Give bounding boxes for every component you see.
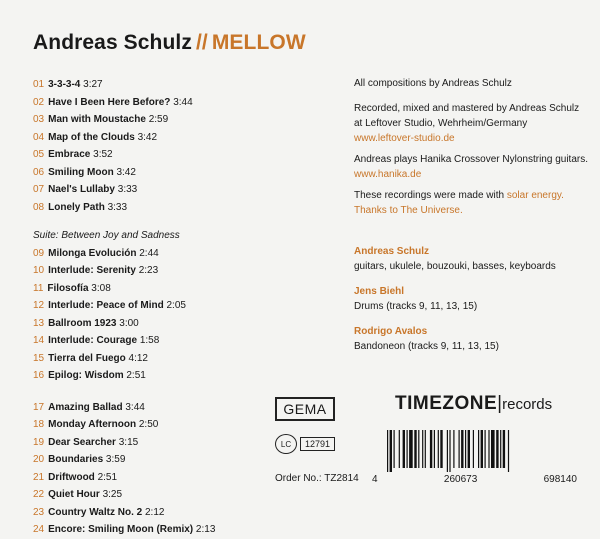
barcode-bar — [453, 430, 454, 468]
barcode-bar — [414, 430, 416, 468]
barcode-bar — [418, 430, 419, 468]
track-title: Man with Moustache — [48, 114, 146, 125]
track-title: Have I Been Here Before? — [48, 96, 171, 108]
barcode-bar — [394, 430, 395, 468]
barcode-bar — [503, 430, 505, 468]
suite-title: Suite: Between Joy and Sadness — [33, 230, 180, 241]
track-duration: 2:12 — [144, 506, 165, 518]
label-suffix: records — [502, 396, 553, 413]
track-title: Boundaries — [48, 454, 104, 465]
track-number: 17 — [33, 401, 45, 413]
track-number: 12 — [33, 300, 45, 311]
track-row — [33, 94, 333, 112]
track-duration: 2:59 — [148, 114, 169, 125]
track-title: Ballroom 1923 — [48, 317, 117, 329]
track-duration: 2:50 — [138, 419, 159, 430]
track-duration: 3:27 — [83, 79, 103, 90]
hanika-link[interactable]: www.hanika.de — [354, 169, 422, 180]
track-title: Encore: Smiling Moon (Remix) — [48, 524, 194, 535]
track-title: Tierra del Fuego — [48, 352, 126, 364]
solar-link[interactable]: solar energy. — [506, 190, 564, 201]
track-duration: 1:58 — [139, 335, 160, 346]
track-title: Amazing Ballad — [48, 401, 123, 413]
barcode-bar — [449, 430, 450, 472]
barcode-bar — [473, 430, 474, 468]
track-title: Map of the Clouds — [48, 131, 135, 143]
track-row — [33, 245, 333, 263]
barcode-bar — [465, 430, 466, 468]
barcode-bar — [407, 430, 408, 468]
credits — [354, 76, 594, 364]
track-duration: 3:33 — [107, 201, 128, 213]
barcode-bar — [481, 430, 483, 468]
track-duration: 3:44 — [173, 96, 193, 108]
musician-entry — [354, 244, 594, 274]
track-duration: 3:52 — [93, 149, 113, 160]
track-number: 22 — [33, 489, 45, 500]
track-row — [33, 315, 333, 333]
track-number: 11 — [33, 282, 44, 294]
barcode-bar — [488, 430, 489, 468]
track-duration: 2:23 — [138, 265, 159, 276]
track-row — [33, 521, 333, 539]
solar-prefix: These recordings were made with — [354, 190, 505, 201]
track-number: 15 — [33, 352, 45, 364]
track-number: 01 — [33, 79, 45, 90]
track-group-2 — [33, 245, 333, 385]
barcode-bar — [403, 430, 405, 468]
track-row — [33, 164, 333, 182]
gema-logo: GEMA — [275, 397, 335, 421]
order-number: Order No.: TZ2814 — [275, 473, 359, 484]
barcode-bar — [422, 430, 423, 468]
barcode-bar — [447, 430, 448, 472]
track-number: 20 — [33, 454, 45, 465]
solar-line — [354, 188, 594, 203]
album-title — [33, 31, 306, 55]
track-title: Driftwood — [48, 471, 95, 483]
track-title: Embrace — [48, 149, 91, 160]
track-duration: 3:15 — [118, 436, 139, 448]
track-number: 24 — [33, 524, 45, 535]
track-number: 10 — [33, 265, 45, 276]
track-row — [33, 332, 333, 350]
track-row — [33, 297, 333, 315]
track-title: Lonely Path — [48, 201, 105, 213]
barcode-bar — [485, 430, 486, 468]
musician-role: guitars, ukulele, bouzouki, basses, keyboards — [354, 261, 556, 272]
barcode-bar — [478, 430, 479, 468]
track-number: 18 — [33, 419, 45, 430]
label-separator: | — [497, 393, 503, 414]
musician-name: Jens Biehl — [354, 286, 405, 297]
musician-role: Drums (tracks 9, 11, 13, 15) — [354, 301, 478, 312]
track-number: 05 — [33, 149, 45, 160]
track-duration: 3:25 — [102, 489, 123, 500]
track-title: Interlude: Peace of Mind — [48, 300, 164, 311]
track-title: Interlude: Courage — [48, 335, 138, 346]
track-duration: 3:33 — [117, 184, 138, 195]
barcode-bar — [468, 430, 470, 468]
track-title: Country Waltz No. 2 — [48, 506, 143, 518]
barcode-bar — [430, 430, 432, 468]
title-separator: // — [195, 31, 208, 54]
track-duration: 2:05 — [166, 300, 186, 311]
track-number: 13 — [33, 317, 45, 329]
barcode-bar — [390, 430, 392, 472]
track-title: Monday Afternoon — [48, 419, 137, 430]
track-row — [33, 350, 333, 368]
barcode-digit-group2: 698140 — [543, 474, 577, 485]
track-row — [33, 504, 333, 522]
compositions-credit: All compositions by Andreas Schulz — [354, 78, 512, 89]
track-duration: 3:59 — [105, 454, 126, 465]
musician-entry — [354, 324, 594, 354]
track-group-1 — [33, 76, 333, 216]
barcode-bar — [399, 430, 400, 468]
label-name: TIMEZONE — [395, 393, 498, 414]
track-title: Milonga Evolución — [48, 247, 137, 259]
recorded-credit-line2: at Leftover Studio, Wehrheim/Germany — [354, 118, 528, 129]
track-number: 23 — [33, 506, 45, 518]
track-row — [33, 280, 333, 298]
track-number: 19 — [33, 436, 45, 448]
track-number: 09 — [33, 247, 45, 259]
barcode-bar — [459, 430, 460, 468]
musician-name: Rodrigo Avalos — [354, 326, 428, 337]
track-duration: 3:44 — [125, 401, 145, 413]
track-row — [33, 486, 333, 504]
track-title: Filosofía — [47, 282, 89, 294]
track-row — [33, 181, 333, 199]
barcode-bar — [425, 430, 426, 468]
track-duration: 3:42 — [137, 131, 158, 143]
track-number: 16 — [33, 370, 45, 381]
barcode-bar — [387, 430, 388, 472]
track-duration: 2:13 — [195, 524, 216, 535]
artist-name: Andreas Schulz — [33, 31, 192, 54]
track-title: 3-3-3-4 — [48, 79, 81, 90]
barcode-bar — [491, 430, 495, 468]
barcode-digit-first: 4 — [372, 474, 378, 485]
track-number: 04 — [33, 131, 45, 143]
tracklist — [33, 76, 333, 539]
track-duration: 3:42 — [116, 166, 136, 178]
studio-link[interactable]: www.leftover-studio.de — [354, 133, 455, 144]
track-row — [33, 76, 333, 94]
musician-role: Bandoneon (tracks 9, 11, 13, 15) — [354, 341, 499, 352]
barcode-digits — [372, 474, 577, 485]
track-duration: 4:12 — [128, 352, 148, 364]
track-title: Smiling Moon — [48, 166, 114, 178]
track-row — [33, 129, 333, 147]
track-duration: 2:51 — [97, 471, 118, 483]
track-number: 14 — [33, 335, 45, 346]
album-name: MELLOW — [211, 31, 306, 54]
recorded-credit-line1: Recorded, mixed and mastered by Andreas Schulz — [354, 103, 580, 114]
track-title: Nael's Lullaby — [48, 184, 115, 195]
track-number: 07 — [33, 184, 45, 195]
guitar-credit: Andreas plays Hanika Crossover Nylonstring guitars. — [354, 154, 588, 165]
track-number: 21 — [33, 471, 45, 483]
track-title: Quiet Hour — [48, 489, 100, 500]
track-row — [33, 262, 333, 280]
track-row — [33, 199, 333, 217]
barcode-bar — [409, 430, 413, 468]
record-label-logo — [395, 393, 552, 415]
barcode — [383, 430, 573, 472]
musician-entry — [354, 284, 594, 314]
track-duration: 3:00 — [119, 317, 139, 329]
track-number: 02 — [33, 96, 45, 108]
track-duration: 2:44 — [139, 247, 159, 259]
barcode-bar — [500, 430, 501, 468]
barcode-bar — [496, 430, 498, 468]
label-code — [275, 434, 335, 454]
musician-name: Andreas Schulz — [354, 246, 430, 257]
track-title: Epilog: Wisdom — [48, 370, 124, 381]
track-duration: 2:51 — [126, 370, 146, 381]
thanks-line: Thanks to The Universe. — [354, 205, 463, 216]
track-duration: 3:08 — [91, 282, 111, 294]
lc-badge: LC — [275, 434, 297, 454]
barcode-bar — [434, 430, 435, 468]
track-row — [33, 111, 333, 129]
track-number: 06 — [33, 166, 45, 178]
track-number: 03 — [33, 114, 45, 125]
track-title: Interlude: Serenity — [48, 265, 136, 276]
barcode-bar — [438, 430, 439, 468]
musicians-list — [354, 244, 594, 354]
barcode-bar — [461, 430, 463, 468]
track-row — [33, 146, 333, 164]
barcode-digit-group1: 260673 — [443, 474, 478, 485]
lc-number: 12791 — [300, 437, 335, 451]
track-title: Dear Searcher — [48, 436, 116, 448]
barcode-bar — [508, 430, 509, 472]
track-row — [33, 367, 333, 385]
track-number: 08 — [33, 201, 45, 213]
barcode-bar — [440, 430, 442, 468]
